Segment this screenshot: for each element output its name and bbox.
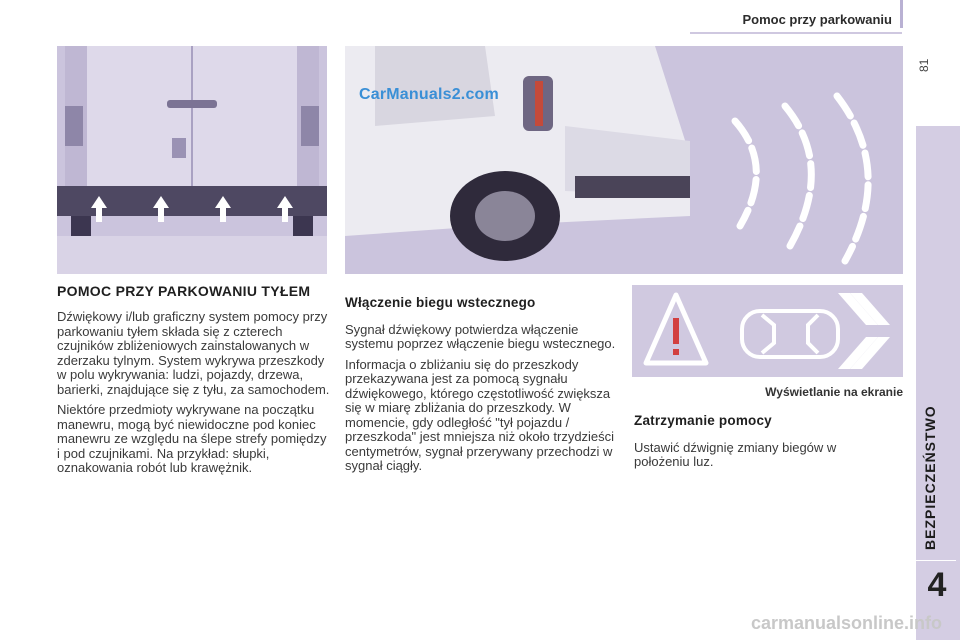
paragraph: Niektóre przedmioty wykrywane na początku manewru, mogą być niewidoczne pod koniec manewru ze względu na ślepe strefy pomiędzy i pod czujnikami. Na przykład: słupki, oznakowania robót lub krawężnik. <box>57 402 327 475</box>
paragraph: Informacja o zbliżaniu się do przeszkody przekazywana jest za pomocą sygnału dźwiękowego, którego częstotliwość zwiększa się w miarę zbliżania do przeszkody. W momencie, gdy odległość "tył pojazdu / przeszkoda" jest mniejsza niż około trzydzieści centymetrów, sygnał przerywany przechodzi w sygnał ciągły. <box>345 356 615 473</box>
paragraph: Ustawić dźwignię zmiany biegów w położeniu luz. <box>634 439 837 469</box>
paragraph: Sygnał dźwiękowy potwierdza włączenie systemu poprzez włączenie biegu wstecznego. <box>345 321 616 351</box>
header-tick <box>900 0 903 28</box>
section-rear-parking-assist <box>57 282 332 482</box>
header-rule <box>690 32 902 34</box>
section-title: POMOC PRZY PARKOWANIU TYŁEM <box>57 283 311 299</box>
screen-display-image <box>632 285 903 377</box>
section-reverse-gear <box>345 296 623 480</box>
proximity-bars-icon <box>838 293 890 369</box>
paragraph: Dźwiękowy i/lub graficzny system pomocy przy parkowaniu tyłem składa się z czterech czujników zbliżeniowych zainstalowanych w zderzaku tylnym. System wykrywa przeszkody w polu wykrywania: ludzi, pojazdy, drzewa, barierki, znajdujące się z tyłu, za samochodem. <box>57 309 330 397</box>
page-number: 81 <box>917 58 931 72</box>
reversing-detection-image <box>345 46 903 274</box>
warning-triangle-icon <box>646 295 706 363</box>
car-top-view-icon <box>742 311 838 357</box>
watermark: CarManuals2.com <box>359 86 499 103</box>
footer-watermark: carmanualsonline.info <box>750 613 942 633</box>
chapter-number: 4 <box>927 566 947 604</box>
section-title: Zatrzymanie pomocy <box>634 413 772 428</box>
section-title: Włączenie biegu wstecznego <box>345 295 536 310</box>
chapter-tab-divider <box>912 560 956 561</box>
screen-caption: Wyświetlanie na ekranie <box>765 385 903 399</box>
section-stop-assist <box>634 414 894 476</box>
chapter-title: BEZPIECZEŃSTWO <box>922 405 938 550</box>
rear-bumper-sensors-image <box>57 46 327 274</box>
running-title: Pomoc przy parkowaniu <box>742 12 892 27</box>
